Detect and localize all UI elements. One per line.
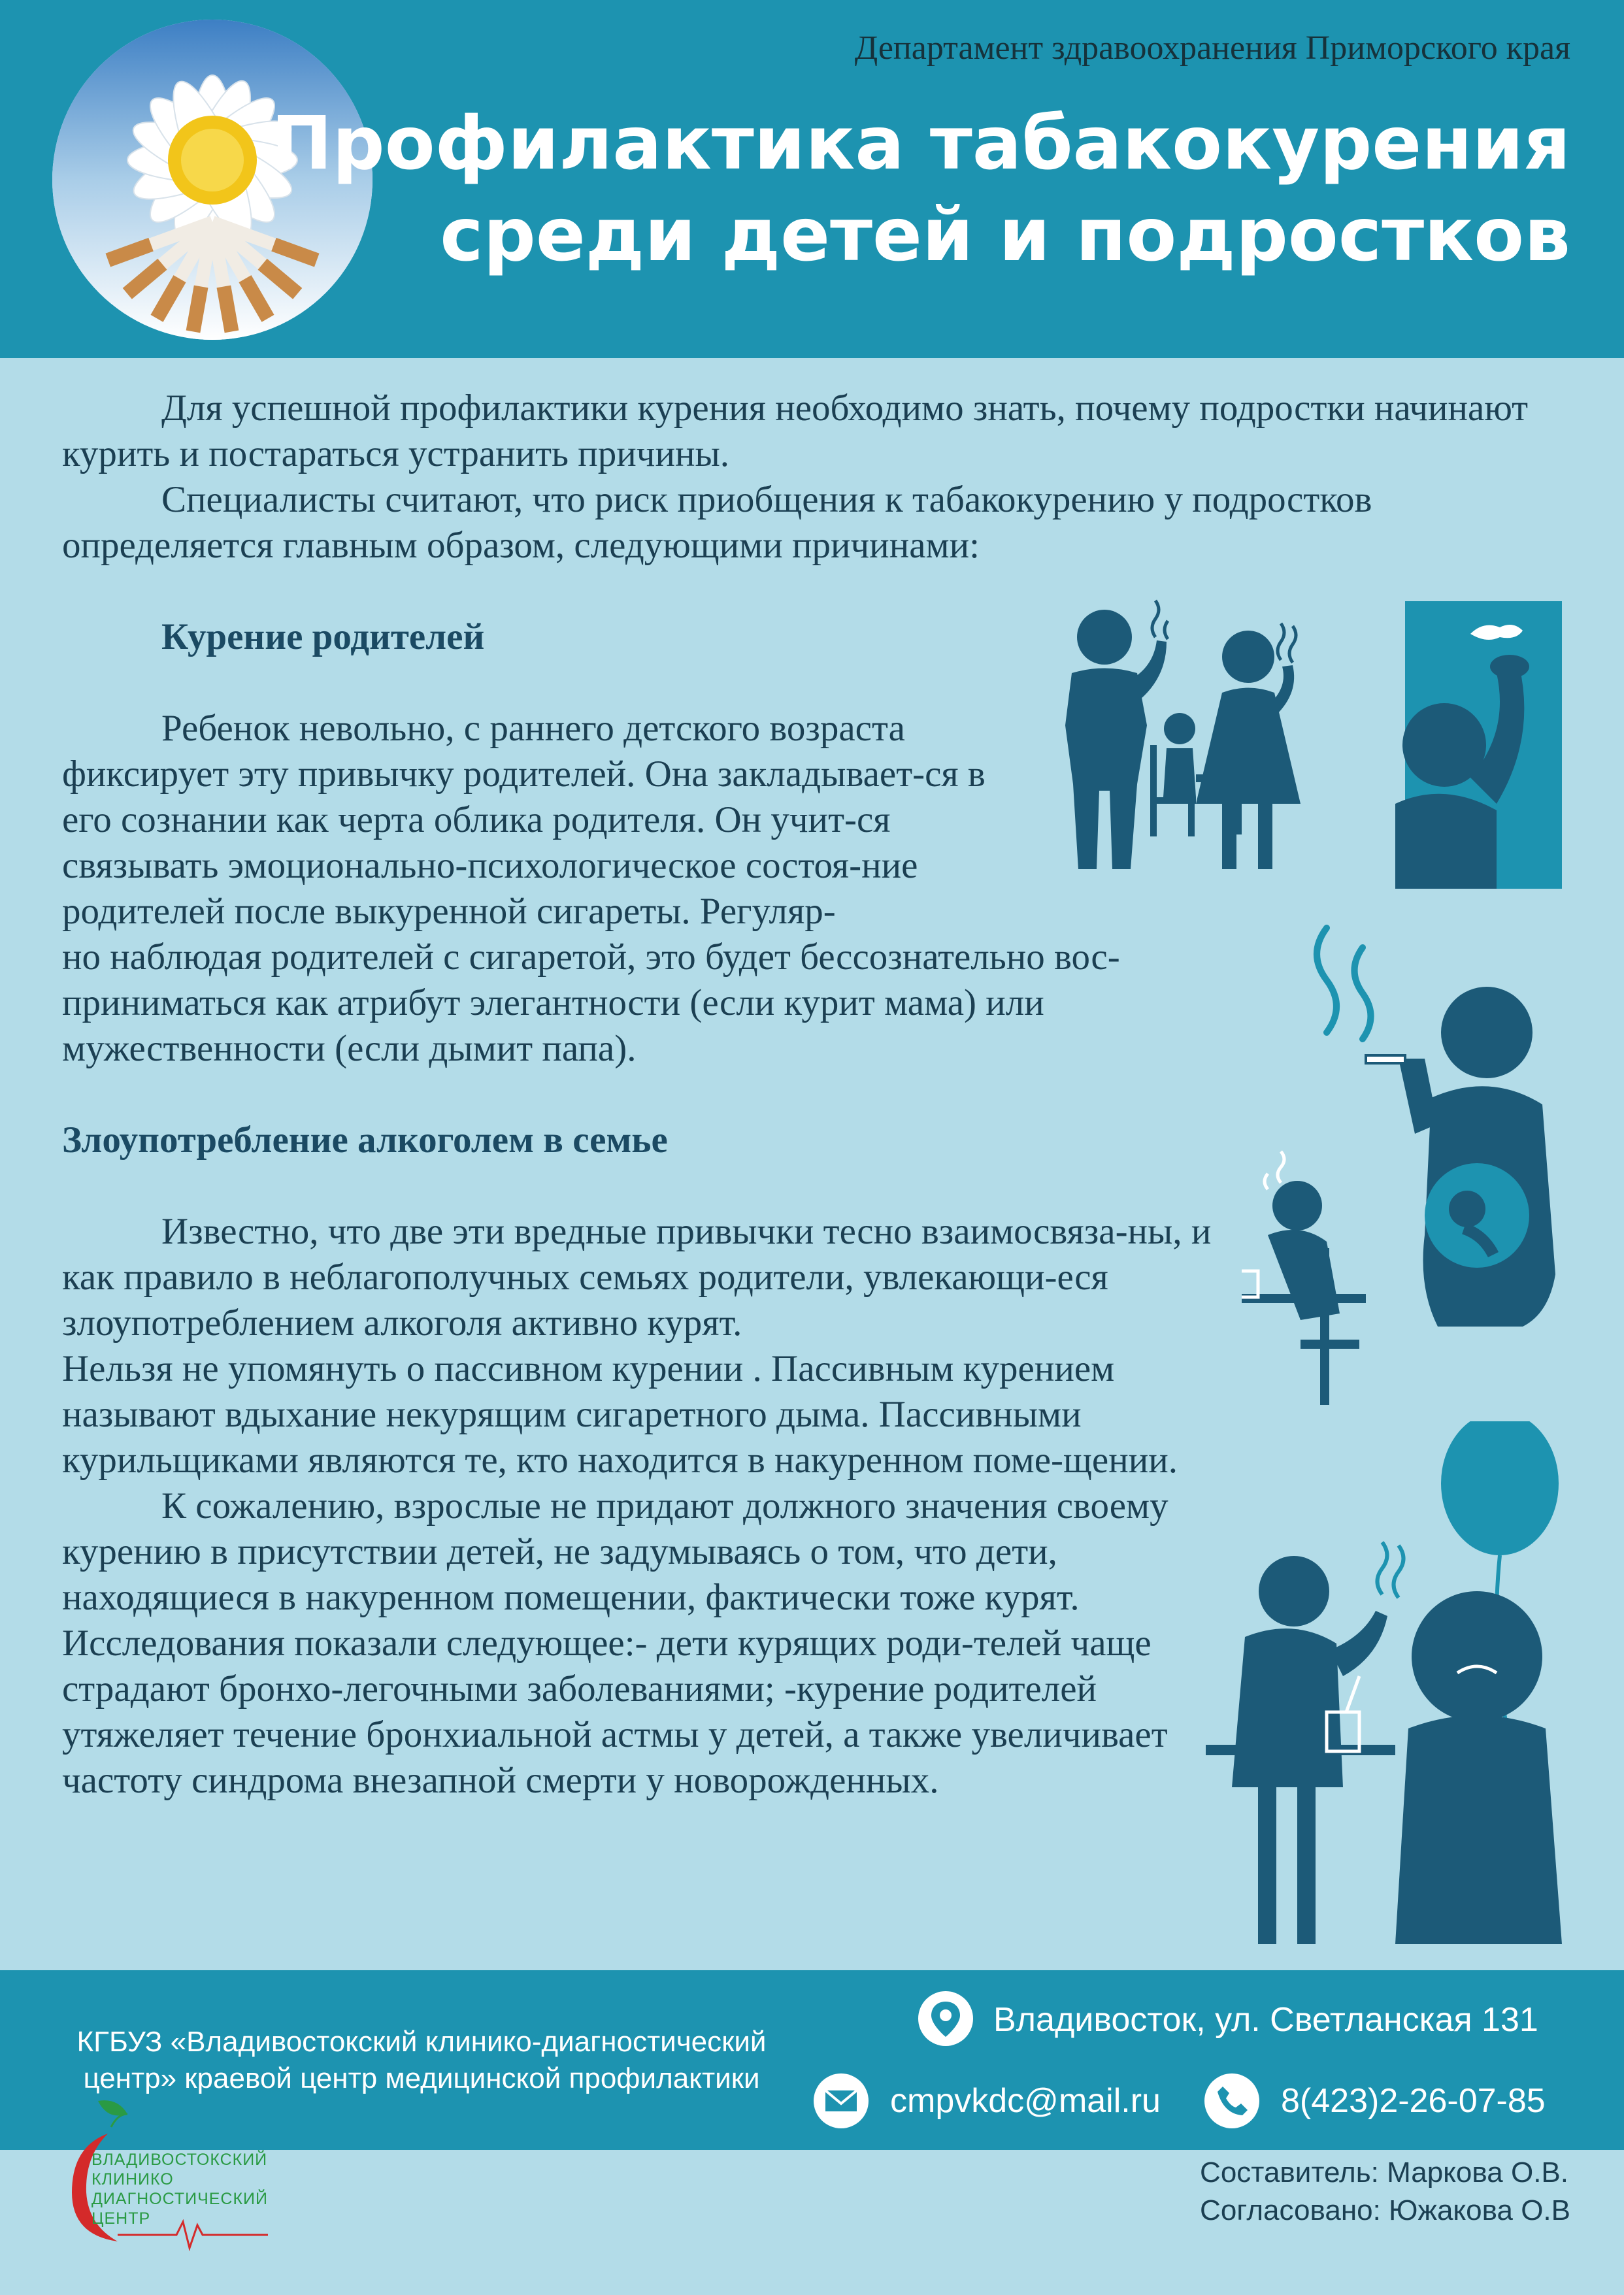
title-line-2: среди детей и подростков xyxy=(440,193,1570,278)
section1-paragraph-part-b: но наблюдая родителей с сигаретой, это будет бессознательно вос-приниматься как атрибут элегантности (если курит мама) или мужественности (если дымит папа). xyxy=(62,936,1120,1069)
address: Владивосток, ул. Светланская 131 xyxy=(993,2001,1538,2039)
section2-paragraph-2: Нельзя не упомянуть о пассивном курении . Пассивным курением называют вдыхание некурящим сигаретного дыма. Пассивными курильщиками являются те, кто находится в накуренном поме-щении. xyxy=(62,1348,1178,1481)
section1-paragraph-part-a: Ребенок невольно, с раннего детского возраста фиксирует эту привычку родителей. Она закладывает-ся в его сознании как черта облика родителя. Он учит-ся связывать эмоционально-психологическое состоя-ние родителей после выкуренной сигареты. Регуляр- xyxy=(62,708,986,932)
parents-smoking-illustration xyxy=(1039,595,1568,889)
credits xyxy=(1200,2154,1570,2230)
pregnant-smoking-illustration xyxy=(1242,908,1562,1405)
section2-paragraph-1: Известно, что две эти вредные привычки тесно взаимосвяза-ны, и как правило в неблагополучных семьях родители, увлекающи-еся злоупотреблением алкоголя активно курят. xyxy=(62,1211,1212,1344)
section-heading-alcohol-abuse: Злоупотребление алкоголем в семье xyxy=(62,1119,668,1161)
location-pin-icon xyxy=(918,1991,973,2046)
title-line-1: Профилактика табакокурения xyxy=(271,101,1570,186)
passive-smoking-illustration xyxy=(1180,1421,1562,1944)
phone-number[interactable]: 8(423)2-26-07-85 xyxy=(1281,2082,1546,2120)
intro-paragraph-1: Для успешной профилактики курения необходимо знать, почему подростки начинают курить и постараться устранить причины. xyxy=(62,388,1529,474)
approved-by: Согласовано: Южакова О.В xyxy=(1200,2194,1570,2226)
logo-text-line-4: ЦЕНТР xyxy=(91,2209,151,2228)
phone-icon xyxy=(1204,2073,1259,2128)
organization-name xyxy=(36,2024,807,2097)
envelope-icon xyxy=(814,2073,869,2128)
page-title xyxy=(271,98,1570,281)
header-banner xyxy=(0,0,1624,358)
logo-text-line-2: КЛИНИКО xyxy=(91,2170,174,2188)
section2-paragraph-3: К сожалению, взрослые не придают должного значения своему курению в присутствии детей, не задумываясь о том, что дети, находящиеся в накуренном помещении, фактически тоже курят. Исследования показали следующее:- дети курящих роди-телей чаще страдают бронхо-легочными заболеваниями; -курение родителей утяжеляет течение бронхиальной астмы у детей, а также увеличивает частоту синдрома внезапной смерти у новорожденных. xyxy=(62,1485,1168,1801)
intro-paragraph-2: Специалисты считают, что риск приобщения к табакокурению у подростков определяется главным образом, следующими причинами: xyxy=(62,479,1372,566)
logo-text-line-3: ДИАГНОСТИЧЕСКИЙ xyxy=(91,2190,268,2208)
section-heading-parents-smoking: Курение родителей xyxy=(161,616,485,657)
email-link[interactable]: cmpvkdc@mail.ru xyxy=(890,2082,1161,2120)
org-line-1: КГБУЗ «Владивостокский клинико-диагностический xyxy=(76,2026,767,2058)
logo-text-line-1: ВЛАДИВОСТОКСКИЙ xyxy=(91,2151,268,2169)
org-line-2: центр» краевой центр медицинской профилактики xyxy=(83,2062,760,2094)
department-name: Департамент здравоохранения Приморского края xyxy=(854,29,1570,67)
compiled-by: Составитель: Маркова О.В. xyxy=(1200,2156,1568,2188)
vkdc-logo-text xyxy=(91,2150,268,2228)
